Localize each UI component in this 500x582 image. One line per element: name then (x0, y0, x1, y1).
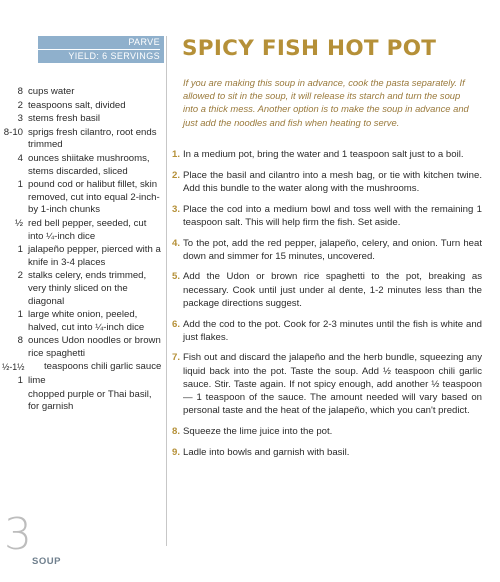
step-text: Squeeze the lime juice into the pot. (183, 425, 333, 437)
ingredient-item (0, 361, 166, 374)
step-number: 4. (172, 237, 181, 249)
ingredient-text: sprigs fresh cilantro, root ends trimmed (28, 126, 157, 151)
ingredient-qty: 1 (17, 244, 23, 256)
ingredient-text: lime (28, 375, 46, 387)
step-item (172, 237, 482, 263)
ingredient-qty: 8 (17, 86, 23, 97)
ingredient-qty: 8-10 (3, 126, 23, 138)
ingredient-text: jalapeño pepper, pierced with a knife in 3-4 places (28, 244, 161, 268)
step-number: 2. (172, 169, 181, 181)
ingredient-item (0, 335, 166, 360)
ingredient-item (0, 309, 166, 334)
step-number: 7. (172, 352, 181, 364)
step-number: 8. (172, 425, 181, 437)
ingredients-column (0, 36, 167, 546)
step-text: In a medium pot, bring the water and 1 teaspoon salt just to a boil. (183, 149, 464, 160)
recipe-title: SPICY FISH HOT POT (182, 36, 437, 61)
recipe-tags (38, 36, 164, 63)
ingredient-item (0, 153, 166, 178)
ingredient-item (0, 100, 166, 113)
page-number: 3 (4, 509, 32, 560)
instruction-steps (172, 148, 482, 466)
section-label: SOUP (32, 556, 61, 567)
ingredient-item (0, 218, 166, 243)
recipe-intro-note: If you are making this soup in advance, cook the pasta separately. If allowed to sit in the soup, it will release its starch and turn the soup into a thick mess. Another option is to make the soup in advance and just add the noodles and fish when heating to serve. (183, 77, 469, 128)
step-item (172, 270, 482, 310)
ingredient-item (0, 389, 166, 414)
step-item (172, 446, 482, 459)
step-text: Place the basil and cilantro into a mesh bag, or tie with kitchen twine. Add this bundle to the water along with the mushrooms. (183, 169, 482, 194)
step-item (172, 203, 482, 229)
ingredient-qty: 4 (17, 152, 23, 164)
ingredient-qty: 8 (17, 335, 23, 347)
step-text: Add the cod to the pot. Cook for 2-3 minutes until the fish is white and just flakes. (183, 318, 482, 343)
ingredient-qty (0, 389, 28, 414)
step-number: 3. (172, 203, 181, 215)
ingredient-item (0, 244, 166, 269)
step-number: 6. (172, 318, 181, 330)
ingredient-list (0, 86, 166, 415)
step-item (172, 318, 482, 344)
ingredient-qty: 1 (17, 375, 23, 387)
ingredient-text: ounces Udon noodles or brown rice spaghetti (28, 335, 161, 359)
step-number: 1. (172, 149, 181, 160)
step-text: Fish out and discard the jalapeño and the herb bundle, squeezing any liquid back into the pot. Taste the soup. Add ½ teaspoon chili garlic sauce. Stir. Taste again. If not spicy enough, add another ½ teaspoon — 1 teaspoon of the sauce. The amount needed will vary based on personal taste and the heat of the jalapeño, which you can't predict. (183, 352, 482, 417)
ingredient-qty: 3 (17, 113, 23, 125)
step-text: Place the cod into a medium bowl and toss well with the remaining 1 teaspoon salt. This will help firm the fish. Set aside. (183, 203, 482, 228)
step-text: Add the Udon or brown rice spaghetti to the pot, breaking as necessary. Cook until just under al dente, 1-2 minutes less than the package directions suggest. (183, 271, 482, 309)
ingredient-text: stalks celery, ends trimmed, very thinly sliced on the diagonal (28, 270, 147, 307)
ingredient-item (0, 375, 166, 388)
ingredient-item (0, 86, 166, 99)
ingredient-text: teaspoons salt, divided (28, 99, 126, 111)
ingredient-text: large white onion, peeled, halved, cut into ¼-inch dice (28, 309, 145, 333)
ingredient-qty: 2 (17, 270, 23, 282)
ingredient-text: ounces shiitake mushrooms, stems discarded, sliced (28, 152, 150, 177)
step-text: Ladle into bowls and garnish with basil. (183, 446, 350, 458)
ingredient-qty: ½-1½ (2, 362, 25, 373)
yield-tag: YIELD: 6 SERVINGS (68, 51, 160, 61)
step-item (172, 148, 482, 161)
step-item (172, 425, 482, 438)
step-item (172, 351, 482, 417)
ingredient-qty: 1 (17, 309, 23, 321)
category-tag: PARVE (38, 36, 160, 50)
ingredient-item (0, 270, 166, 308)
ingredient-item (0, 113, 166, 126)
ingredient-item (0, 127, 166, 152)
ingredient-text: stems fresh basil (28, 113, 100, 125)
ingredient-text: chopped purple or Thai basil, for garnish (28, 388, 152, 413)
ingredient-qty: 1 (17, 179, 23, 191)
ingredient-text: pound cod or halibut fillet, skin removed, cut into equal 2-inch-by 1-inch chunks (28, 179, 160, 216)
step-number: 9. (172, 446, 181, 458)
step-item (172, 169, 482, 195)
ingredient-qty: ½ (14, 217, 23, 229)
step-text: To the pot, add the red pepper, jalapeño, celery, and onion. Turn heat down and simmer for 15 minutes, uncovered. (183, 237, 482, 262)
ingredient-qty: 2 (17, 99, 23, 111)
ingredient-text: red bell pepper, seeded, cut into ¼-inch dice (28, 217, 147, 242)
ingredient-text: cups water (28, 86, 75, 97)
step-number: 5. (172, 271, 181, 283)
ingredient-text: teaspoons chili garlic sauce (44, 361, 162, 373)
ingredient-item (0, 179, 166, 217)
